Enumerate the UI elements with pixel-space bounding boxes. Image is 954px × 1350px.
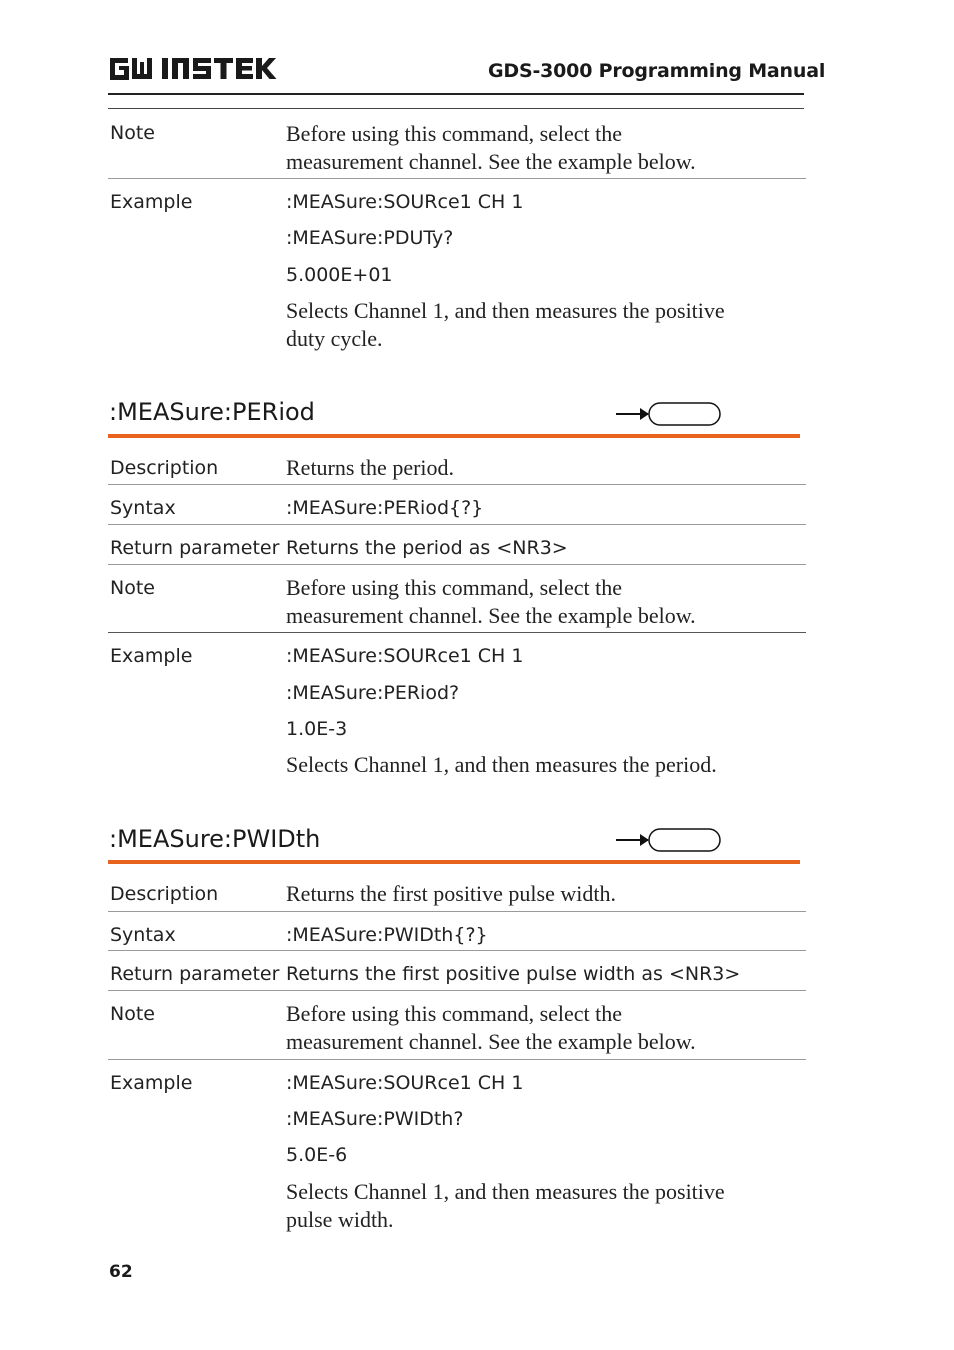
syntax-text: :MEASure:PWIDth{?} — [286, 924, 488, 946]
example-command: :MEASure:PDUTy? — [286, 227, 454, 249]
note-text-line2: measurement channel. See the example below. — [286, 149, 696, 174]
row-divider — [108, 990, 806, 991]
row-divider — [108, 950, 806, 951]
row-divider — [108, 484, 806, 485]
syntax-text: :MEASure:PERiod{?} — [286, 497, 484, 519]
description-label: Description — [110, 883, 219, 905]
note-label: Note — [110, 1003, 155, 1025]
row-divider — [108, 564, 806, 565]
section-rule — [108, 434, 800, 438]
example-description-line2: pulse width. — [286, 1207, 394, 1232]
row-divider — [108, 632, 806, 633]
note-label: Note — [110, 122, 155, 144]
example-command: :MEASure:SOURce1 CH 1 — [286, 645, 524, 667]
example-description: Selects Channel 1, and then measures the period. — [286, 752, 717, 777]
example-response: 5.0E-6 — [286, 1144, 348, 1166]
return-parameter-text: Returns the first positive pulse width as <NR3> — [286, 963, 741, 985]
example-label: Example — [110, 645, 193, 667]
row-divider — [108, 1059, 806, 1060]
example-command: :MEASure:SOURce1 CH 1 — [286, 191, 524, 213]
note-text-line2: measurement channel. See the example below. — [286, 1029, 696, 1054]
header-rule — [108, 93, 804, 95]
note-text-line1: Before using this command, select the — [286, 575, 623, 600]
gw-instek-logo — [108, 54, 278, 84]
example-command: :MEASure:SOURce1 CH 1 — [286, 1072, 524, 1094]
section-title-pwidth: :MEASure:PWIDth — [109, 825, 321, 853]
example-command: :MEASure:PWIDth? — [286, 1108, 464, 1130]
row-divider — [108, 911, 806, 912]
return-parameter-label: Return parameter — [110, 537, 280, 559]
example-label: Example — [110, 1072, 193, 1094]
section-title-period: :MEASure:PERiod — [109, 398, 315, 426]
section-rule — [108, 860, 800, 864]
row-divider — [108, 178, 806, 179]
example-label: Example — [110, 191, 193, 213]
header-rule-thin — [108, 108, 804, 109]
description-text: Returns the first positive pulse width. — [286, 881, 616, 906]
syntax-label: Syntax — [110, 497, 176, 519]
example-response: 1.0E-3 — [286, 718, 348, 740]
row-divider — [108, 524, 806, 525]
description-text: Returns the period. — [286, 455, 455, 480]
page-number: 62 — [109, 1262, 133, 1282]
note-label: Note — [110, 577, 155, 599]
query-arrow-icon — [614, 401, 724, 427]
example-command: :MEASure:PERiod? — [286, 682, 460, 704]
example-description-line1: Selects Channel 1, and then measures the positive — [286, 298, 725, 323]
return-parameter-text: Returns the period as <NR3> — [286, 537, 568, 559]
return-parameter-label: Return parameter — [110, 963, 280, 985]
example-description-line1: Selects Channel 1, and then measures the positive — [286, 1179, 725, 1204]
manual-title: GDS-3000 Programming Manual — [488, 60, 826, 82]
note-text-line1: Before using this command, select the — [286, 121, 623, 146]
query-arrow-icon — [614, 827, 724, 853]
description-label: Description — [110, 457, 219, 479]
note-text-line2: measurement channel. See the example below. — [286, 603, 696, 628]
note-text-line1: Before using this command, select the — [286, 1001, 623, 1026]
syntax-label: Syntax — [110, 924, 176, 946]
example-response: 5.000E+01 — [286, 264, 393, 286]
example-description-line2: duty cycle. — [286, 326, 383, 351]
